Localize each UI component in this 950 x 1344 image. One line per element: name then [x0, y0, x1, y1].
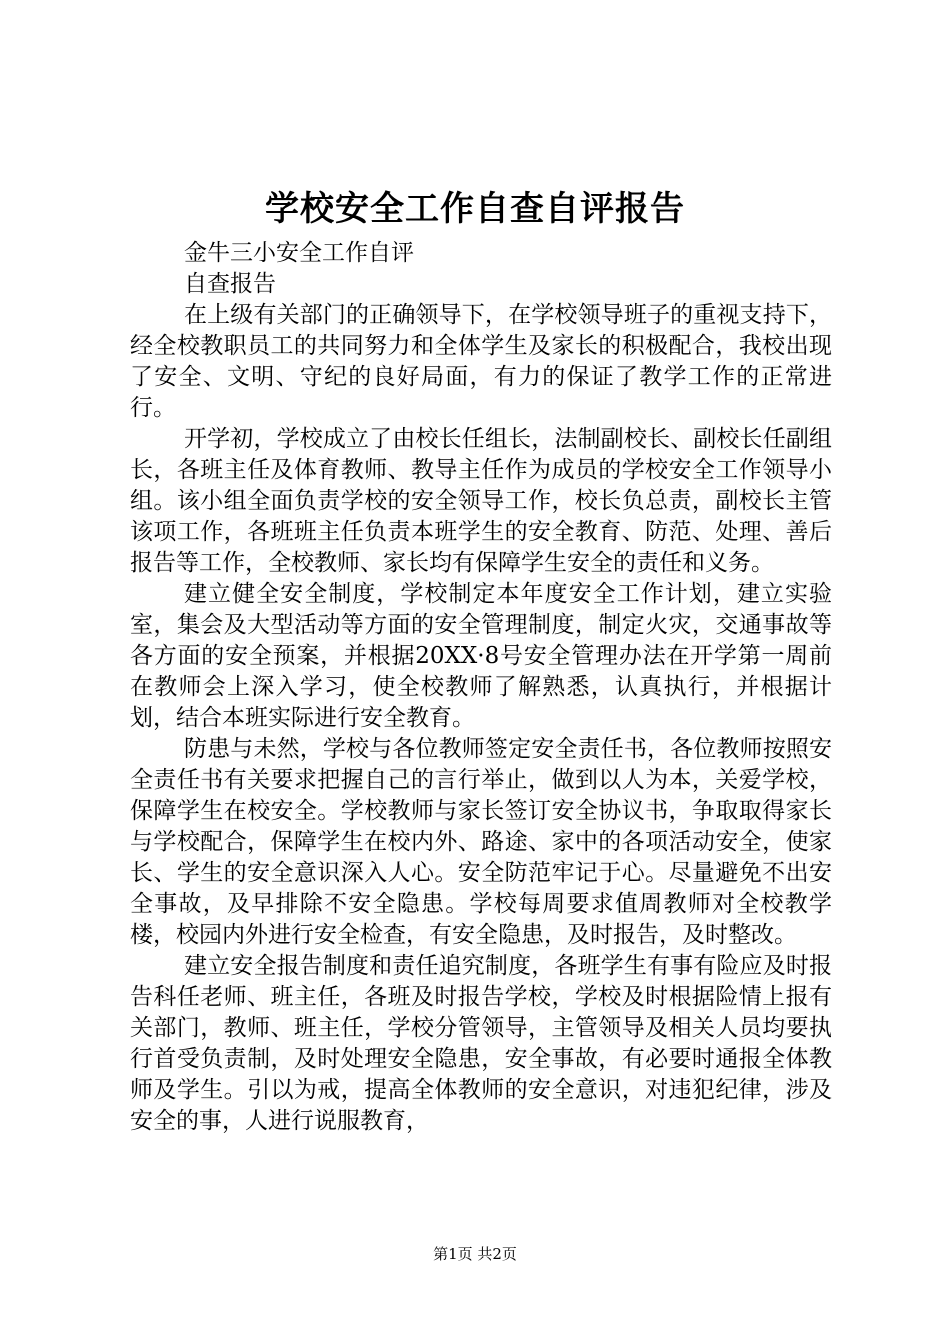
- paragraph: 建立健全安全制度，学校制定本年度安全工作计划，建立实验室，集会及大型活动等方面的安全管理制度，制定火灾，交通事故等各方面的安全预案，并根据20XX·8号安全管理办法在开学第一周前在教师会上深入学习，使全校教师了解熟悉，认真执行，并根据计划，结合本班实际进行安全教育。: [130, 581, 832, 731]
- paragraph: 建立安全报告制度和责任追究制度，各班学生有事有险应及时报告科任老师、班主任，各班及时报告学校，学校及时根据险情上报有关部门，教师、班主任，学校分管领导，主管领导及相关人员均要执行首受负责制，及时处理安全隐患，安全事故，有必要时通报全体教师及学生。引以为戒，提高全体教师的安全意识，对违犯纪律，涉及安全的事，人进行说服教育，: [130, 953, 832, 1134]
- paragraph: 开学初，学校成立了由校长任组长，法制副校长、副校长任副组长，各班主任及体育教师、教导主任作为成员的学校安全工作领导小组。该小组全面负责学校的安全领导工作，校长负总责，副校长主管该项工作，各班班主任负责本班学生的安全教育、防范、处理、善后报告等工作，全校教师、家长均有保障学生安全的责任和义务。: [130, 426, 832, 576]
- paragraph: 在上级有关部门的正确领导下，在学校领导班子的重视支持下，经全校教职员工的共同努力和全体学生及家长的积极配合，我校出现了安全、文明、守纪的良好局面，有力的保证了教学工作的正常进行。: [130, 302, 832, 421]
- paragraph: 防患与未然，学校与各位教师签定安全责任书，各位教师按照安全责任书有关要求把握自己的言行举止，做到以人为本，关爱学校，保障学生在校安全。学校教师与家长签订安全协议书，争取取得家长与学校配合，保障学生在校内外、路途、家中的各项活动安全，使家长、学生的安全意识深入人心。安全防范牢记于心。尽量避免不出安全事故，及早排除不安全隐患。学校每周要求值周教师对全校教学楼，校园内外进行安全检查，有安全隐患，及时报告，及时整改。: [130, 736, 832, 948]
- document-body: [130, 238, 832, 1137]
- subtitle-line-2: 自查报告: [184, 271, 276, 297]
- subtitle-line-1: 金牛三小安全工作自评: [184, 240, 414, 266]
- page-footer: 第1页 共2页: [433, 1245, 517, 1263]
- document-title: 学校安全工作自查自评报告: [265, 189, 685, 229]
